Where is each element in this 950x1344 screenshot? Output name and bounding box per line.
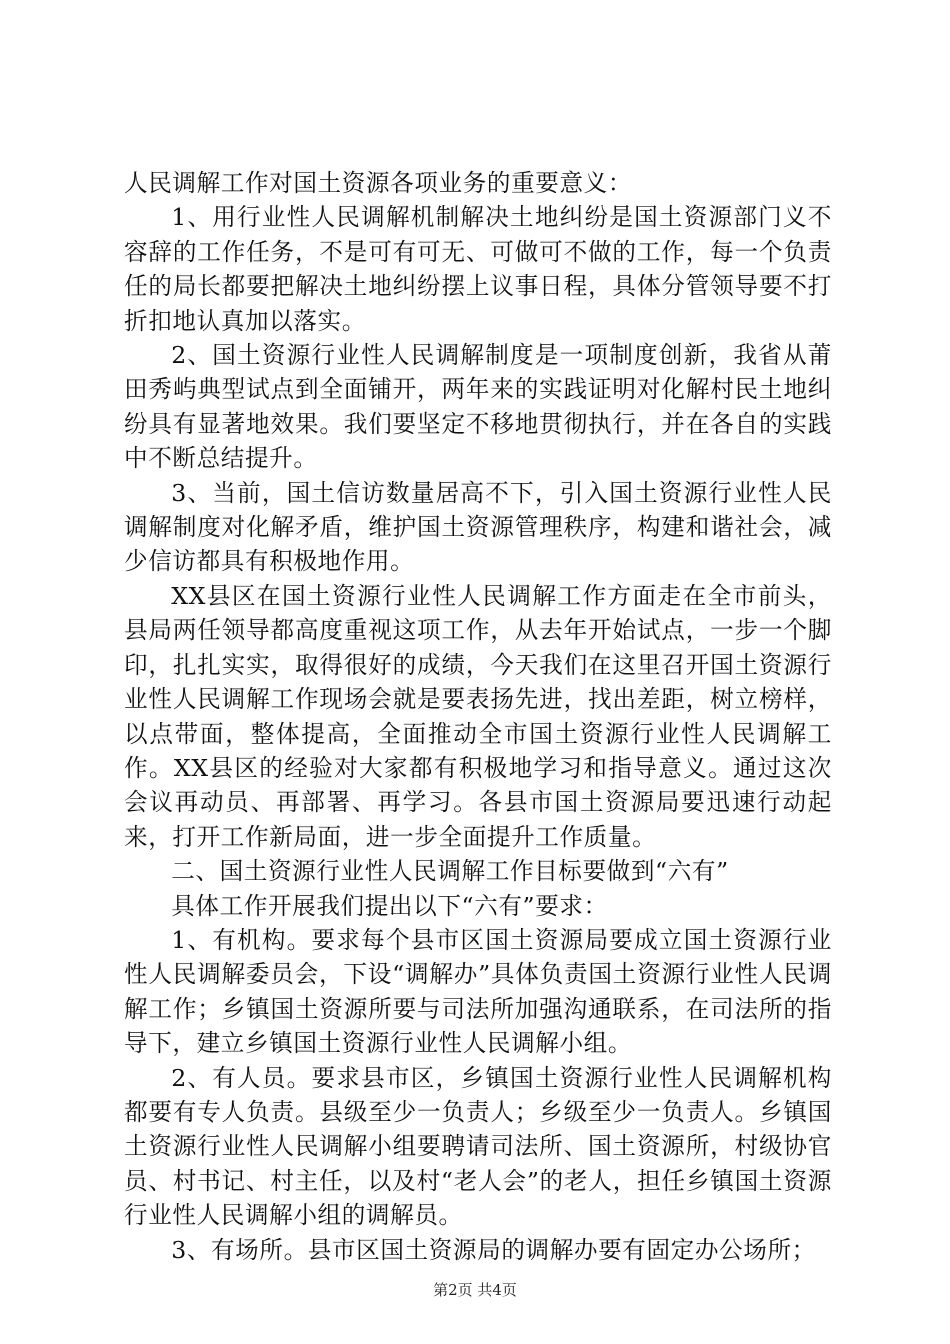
paragraph-xx-county: XX县区在国土资源行业性人民调解工作方面走在全市前头，县局两任领导都高度重视这项工作，从去年开始试点，一步一个脚印，扎扎实实，取得很好的成绩，今天我们在这里召开国土资源行业性人民调解工作现场会就是要表扬先进，找出差距，树立榜样，以点带面，整体提高，全面推动全市国土资源行业性人民调解工作。XX县区的经验对大家都有积极地学习和指导意义。通过这次会议再动员、再部署、再学习。各县市国土资源局要迅速行动起来，打开工作新局面，进一步全面提升工作质量。 [124, 581, 832, 851]
paragraph-have-venue: 3、有场所。县市区国土资源局的调解办要有固定办公场所； [171, 1235, 816, 1264]
page-number: 第2页 共4页 [433, 1281, 517, 1299]
paragraph-item-3: 3、当前，国土信访数量居高不下，引入国土资源行业性人民调解制度对化解矛盾，维护国土资源管理秩序，构建和谐社会，减少信访都具有积极地作用。 [124, 478, 832, 576]
paragraph-have-organization: 1、有机构。要求每个县市区国土资源局要成立国土资源行业性人民调解委员会，下设“调解办”具体负责国土资源行业性人民调解工作；乡镇国土资源所要与司法所加强沟通联系，在司法所的指导下，建立乡镇国土资源行业性人民调解小组。 [124, 925, 832, 1058]
paragraph-item-2: 2、国土资源行业性人民调解制度是一项制度创新，我省从莆田秀屿典型试点到全面铺开，两年来的实践证明对化解村民土地纠纷具有显著地效果。我们要坚定不移地贯彻执行，并在各自的实践中不断总结提升。 [124, 341, 832, 473]
page-footer [0, 1280, 950, 1300]
paragraph-requirements-intro: 具体工作开展我们提出以下“六有”要求： [171, 891, 608, 920]
document-body [124, 166, 832, 1267]
paragraph-item-1: 1、用行业性人民调解机制解决土地纠纷是国土资源部门义不容辞的工作任务，不是可有可无、可做可不做的工作，每一个负责任的局长都要把解决土地纠纷摆上议事日程，具体分管领导要不打折扣地认真加以落实。 [124, 203, 832, 335]
section-heading-six-haves: 二、国土资源行业性人民调解工作目标要做到“六有” [171, 857, 729, 886]
paragraph-have-personnel: 2、有人员。要求县市区，乡镇国土资源行业性人民调解机构都要有专人负责。县级至少一负责人；乡级至少一负责人。乡镇国土资源行业性人民调解小组要聘请司法所、国土资源所，村级协官员、村书记、村主任，以及村“老人会”的老人，担任乡镇国土资源行业性人民调解小组的调解员。 [124, 1063, 832, 1230]
paragraph-intro: 人民调解工作对国土资源各项业务的重要意义： [124, 169, 633, 197]
